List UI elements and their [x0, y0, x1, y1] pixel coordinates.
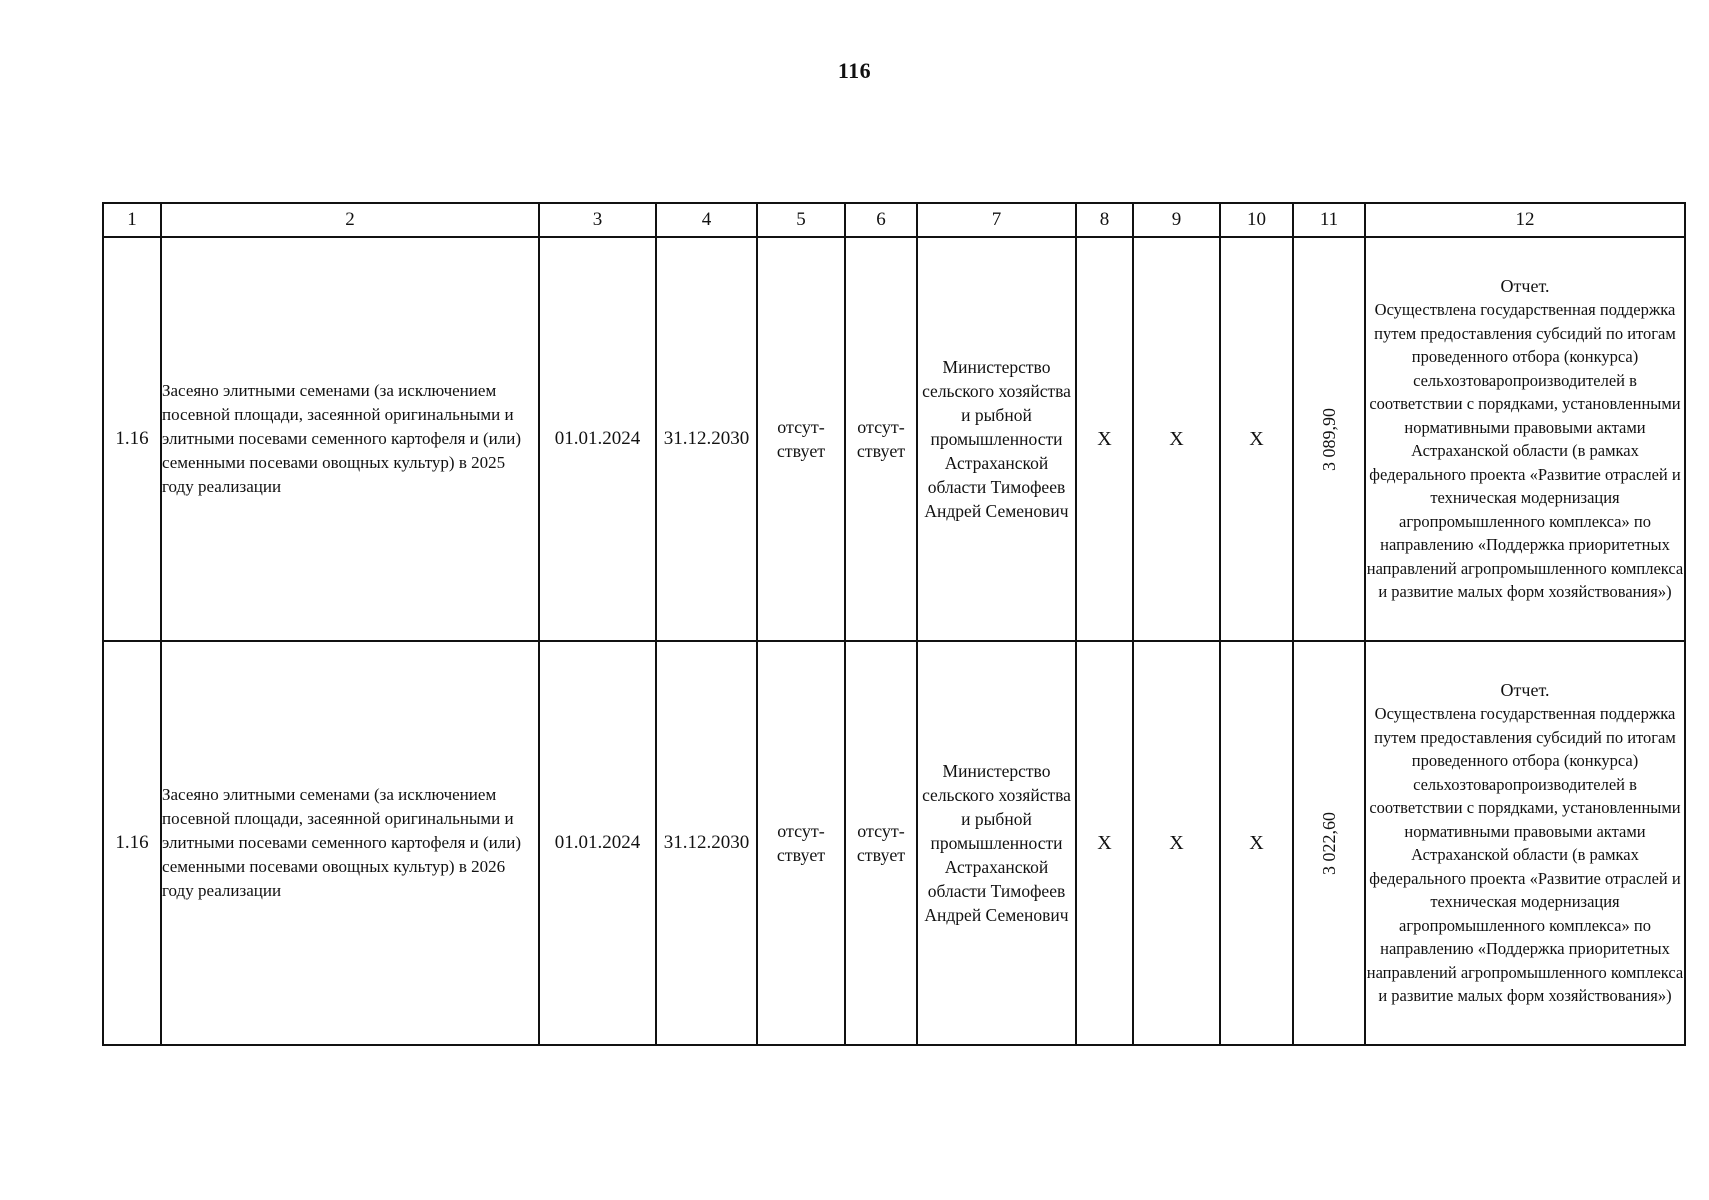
- status-col6: отсут-ствует: [845, 237, 917, 641]
- cell-col9: X: [1133, 641, 1220, 1045]
- event-description: Засеяно элитными семенами (за исключением посевной площади, засеянной оригинальными и элитными посевами семенного картофеля и (или) семенными посевами овощных культур) в 2026 году реализации: [161, 641, 539, 1045]
- amount-cell: [1293, 237, 1365, 641]
- row-number: 1.16: [103, 641, 161, 1045]
- column-header: 5: [757, 203, 845, 237]
- column-header: 8: [1076, 203, 1133, 237]
- cell-col8: X: [1076, 641, 1133, 1045]
- responsible-executor: Министерство сельского хозяйства и рыбной промышленности Астраханской области Тимофеев Андрей Семенович: [917, 237, 1076, 641]
- end-date: 31.12.2030: [656, 237, 757, 641]
- column-header: 2: [161, 203, 539, 237]
- amount-value: 3 089,90: [1318, 407, 1339, 471]
- status-col6: отсут-ствует: [845, 641, 917, 1045]
- column-header: 9: [1133, 203, 1220, 237]
- cell-col8: X: [1076, 237, 1133, 641]
- report-table: [102, 202, 1686, 1046]
- table-row: [103, 641, 1685, 1045]
- column-header: 12: [1365, 203, 1685, 237]
- report-title: Отчет.: [1500, 679, 1550, 700]
- start-date: 01.01.2024: [539, 237, 656, 641]
- row-number: 1.16: [103, 237, 161, 641]
- report-cell: [1365, 641, 1685, 1045]
- start-date: 01.01.2024: [539, 641, 656, 1045]
- column-header: 4: [656, 203, 757, 237]
- column-header: 7: [917, 203, 1076, 237]
- cell-col10: X: [1220, 237, 1293, 641]
- status-col5: отсут-ствует: [757, 237, 845, 641]
- column-header: 10: [1220, 203, 1293, 237]
- column-header: 3: [539, 203, 656, 237]
- table-row: [103, 237, 1685, 641]
- event-description: Засеяно элитными семенами (за исключением посевной площади, засеянной оригинальными и элитными посевами семенного картофеля и (или) семенными посевами овощных культур) в 2025 году реализации: [161, 237, 539, 641]
- end-date: 31.12.2030: [656, 641, 757, 1045]
- cell-col9: X: [1133, 237, 1220, 641]
- cell-col10: X: [1220, 641, 1293, 1045]
- report-title: Отчет.: [1500, 275, 1550, 296]
- status-col5: отсут-ствует: [757, 641, 845, 1045]
- column-header: 11: [1293, 203, 1365, 237]
- report-cell: [1365, 237, 1685, 641]
- header-row: [103, 203, 1685, 237]
- responsible-executor: Министерство сельского хозяйства и рыбной промышленности Астраханской области Тимофеев Андрей Семенович: [917, 641, 1076, 1045]
- report-text: Осуществлена государственная поддержка путем предоставления субсидий по итогам проведенного отбора (конкурса) сельхозтоваропроизводителей в соответствии с порядками, установленными нормативными правовыми актами Астраханской области (в рамках федерального проекта «Развитие отраслей и техническая модернизация агропромышленного комплекса» по направлению «Поддержка приоритетных направлений агропромышленного комплекса и развитие малых форм хозяйствования»): [1366, 300, 1684, 601]
- column-header: 1: [103, 203, 161, 237]
- column-header: 6: [845, 203, 917, 237]
- amount-cell: [1293, 641, 1365, 1045]
- report-text: Осуществлена государственная поддержка путем предоставления субсидий по итогам проведенного отбора (конкурса) сельхозтоваропроизводителей в соответствии с порядками, установленными нормативными правовыми актами Астраханской области (в рамках федерального проекта «Развитие отраслей и техническая модернизация агропромышленного комплекса» по направлению «Поддержка приоритетных направлений агропромышленного комплекса и развитие малых форм хозяйствования»): [1366, 704, 1684, 1005]
- amount-value: 3 022,60: [1318, 811, 1339, 875]
- page-number: 116: [837, 58, 872, 83]
